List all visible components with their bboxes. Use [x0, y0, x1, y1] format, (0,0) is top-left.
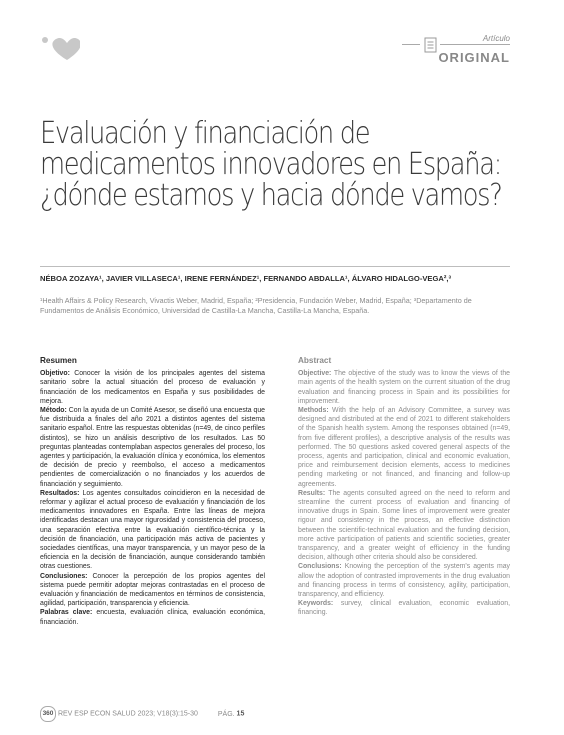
abstract-methods-text: With the help of an Advisory Committee, a survey was designed and distributed at the end of 2021 to different stakeholders of the Spanish health system. Among the responses obtained (n=49, from five different profiles), a descriptive analysis of the results was performed. The 50 questions asked covered general aspects of the process, agents and participation, clinical and economic evaluation, price and reimbursement decision elements, access to medicines pending marketing or not financed, and financing and follow-up agreements.	[298, 407, 510, 488]
resumen-objetivo-label: Objetivo:	[40, 370, 70, 378]
resumen-metodo-label: Método:	[40, 407, 67, 415]
resumen-resultados-label: Resultados:	[40, 489, 80, 497]
resumen-conclusiones-label: Conclusiones:	[40, 572, 88, 580]
resumen-palabras-label: Palabras clave:	[40, 609, 93, 617]
abstract-methods-label: Methods:	[298, 407, 329, 415]
header-rule-left	[402, 44, 420, 45]
title-line: ¿dónde estamos y hacia dónde vamos?	[40, 178, 502, 213]
affiliations: ¹Health Affairs & Policy Research, Vivactis Weber, Madrid, España; ²Presidencia, Fundación Weber, Madrid, España; ³Departamento de Fundamentos de Análisis Económico, Universidad de Castilla-La Mancha, Castilla-La Mancha, España.	[40, 296, 472, 315]
header-rule-right	[440, 44, 510, 45]
abstract-conclusions-text: Knowing the perception of the system's agents may allow the adoption of contrasted improvements in the drug evaluation and financing process in terms of consistency, agility, participation, transparency, and efficiency.	[298, 563, 510, 599]
resumen-resultados	[40, 489, 265, 572]
page-circle: 360	[40, 706, 56, 722]
resumen-column	[40, 356, 265, 627]
abstract-conclusions	[298, 562, 510, 599]
page-footer	[40, 706, 340, 722]
abstract-results-text: The agents consulted agreed on the need to reform and streamline the current process of evaluation and financing of innovative drugs in Spain. Some lines of improvement were greater rigour and consistency in the process, an effective distinction between the scientific-technical evaluation and the funding decision, more active participation of patients and scientific societies, greater transparency, and a greater weight of efficiency in the funding decision, although other criteria should also be considered.	[298, 489, 510, 562]
article-title	[40, 116, 502, 213]
title-divider	[40, 266, 510, 267]
abstract-keywords-label: Keywords:	[298, 600, 334, 608]
title-line: Evaluación y financiación de	[40, 116, 370, 151]
abstract-column	[298, 356, 510, 618]
resumen-heading: Resumen	[40, 356, 77, 365]
abstract-heading: Abstract	[298, 356, 332, 365]
resumen-palabras-text: encuesta, evaluación clínica, evaluación económica, financiación.	[40, 609, 265, 626]
resumen-resultados-text: Los agentes consultados coincidieron en la necesidad de reformar y agilizar el actual proceso de evaluación y financiación de los medicamentos innovadores en España. Entre las líneas de mejora identificadas destacan una mayor rigurosidad y consistencia del proceso, una separación efectiva entre la evaluación científico-técnica y la decisión de financiación, una participación más activa de pacientes y sociedades científicas, una mayor transparencia, y un mayor peso de la eficiencia en la decisión de financiación, aunque considerando también otras cuestiones.	[40, 489, 266, 571]
abstract-methods	[298, 406, 510, 489]
resumen-conclusiones	[40, 572, 265, 609]
abstract-objective-text: The objective of the study was to know the views of the main agents of the health system on the current situation of the drug evaluation and financing process in Spain and its possibilities for improvement.	[298, 370, 510, 405]
resumen-metodo-text: Con la ayuda de un Comité Asesor, se diseñó una encuesta que fue distribuida a finales del año 2021 a distintos agentes del sistema sanitario español. Entre las respuestas obtenidas (n=49, de cinco perfiles distintos), se hizo un análisis descriptivo de los resultados. Las 50 preguntas planteadas contemplaban aspectos generales del proceso, los agentes y participación, la evaluación clínica y económica, los elementos de decisión de precio y reembolso, el acceso a medicamentos pendientes de comercialización o no financiados y los acuerdos de financiación y seguimiento.	[40, 407, 265, 488]
journal-heart-logo	[40, 34, 80, 62]
title-line: medicamentos innovadores en España:	[40, 147, 501, 182]
resumen-conclusiones-text: Conocer la percepción de los propios agentes del sistema puede permitir adoptar mejoras contrastadas en el proceso de evaluación y financiación de medicamentos en términos de consistencia, agilidad, participación, transparencia y eficiencia.	[40, 572, 265, 608]
abstract-results	[298, 489, 510, 563]
resumen-palabras-clave	[40, 608, 265, 626]
abstract-keywords	[298, 599, 510, 617]
abstract-objective-label: Objective:	[298, 370, 332, 378]
abstract-objective	[298, 369, 510, 406]
abstract-results-label: Results:	[298, 489, 326, 497]
resumen-objetivo-text: Conocer la visión de los principales agentes del sistema sanitario sobre la actual situación del proceso de evaluación y financiación de los medicamentos en España y sus posibilidades de mejora.	[40, 370, 265, 405]
abstract-conclusions-label: Conclusions:	[298, 563, 342, 571]
resumen-objetivo	[40, 369, 265, 406]
abstract-keywords-text: survey, clinical evaluation, economic evaluation, financing.	[298, 600, 510, 617]
page-label: PÁG.	[217, 710, 235, 718]
author-list: NÉBOA ZOZAYA¹, JAVIER VILLASECA¹, IRENE FERNÁNDEZ¹, FERNANDO ABDALLA¹, ÁLVARO HIDALGO-VEGA²,³	[40, 274, 452, 283]
resumen-metodo	[40, 406, 265, 489]
page-number: 15	[236, 710, 245, 718]
article-type: Artículo	[482, 34, 510, 43]
journal-citation: REV ESP ECON SALUD 2023; V18(3):15-30	[57, 710, 198, 718]
section-label: ORIGINAL	[438, 50, 510, 65]
